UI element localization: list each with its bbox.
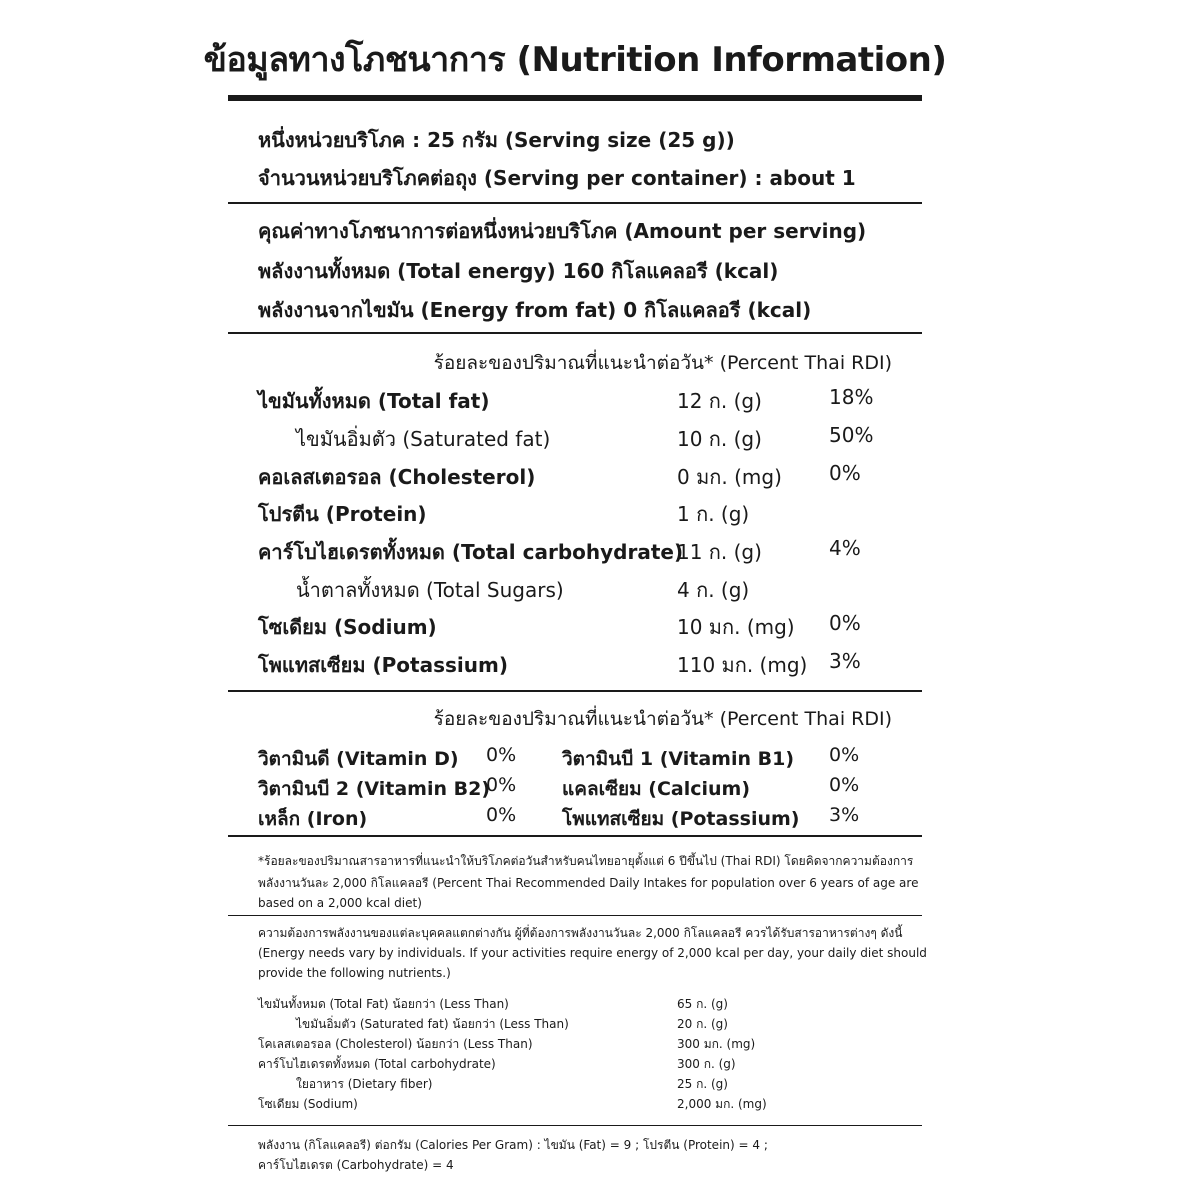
vitamin-name: เหล็ก (Iron)	[258, 808, 368, 830]
nutrient-name: คอเลสเตอรอล (Cholesterol)	[258, 465, 536, 489]
limit-name: โซเดียม (Sodium)	[258, 1097, 358, 1111]
limit-qty: 300 ก. (g)	[677, 1057, 736, 1071]
nutrient-qty: 0 มก. (mg)	[677, 465, 782, 489]
limit-name: ใยอาหาร (Dietary fiber)	[296, 1077, 433, 1091]
vitamin-pct: 3%	[829, 804, 860, 826]
divider	[228, 915, 922, 916]
divider	[228, 690, 922, 692]
limit-name: คาร์โบไฮเดรตทั้งหมด (Total carbohydrate)	[258, 1057, 496, 1071]
vitamin-name: วิตามินบี 1 (Vitamin B1)	[562, 748, 795, 770]
divider	[228, 202, 922, 204]
limit-qty: 65 ก. (g)	[677, 997, 728, 1011]
energy-from-fat: พลังงานจากไขมัน (Energy from fat) 0 กิโลแคลอรี (kcal)	[258, 298, 812, 322]
vitamin-pct: 0%	[486, 774, 517, 796]
limit-name: โคเลสเตอรอล (Cholesterol) น้อยกว่า (Less Than)	[258, 1037, 533, 1051]
limit-qty: 25 ก. (g)	[677, 1077, 728, 1091]
vitamin-name: วิตามินบี 2 (Vitamin B2)	[258, 778, 491, 800]
nutrient-qty: 12 ก. (g)	[677, 389, 762, 413]
nutrient-name: คาร์โบไฮเดรตทั้งหมด (Total carbohydrate)	[258, 540, 684, 564]
nutrient-name: ไขมันอิ่มตัว (Saturated fat)	[296, 427, 551, 451]
limit-name: ไขมันทั้งหมด (Total Fat) น้อยกว่า (Less Than)	[258, 997, 509, 1011]
nutrient-name: โปรตีน (Protein)	[258, 502, 427, 526]
nutrient-name: น้ำตาลทั้งหมด (Total Sugars)	[296, 578, 564, 602]
nutrient-pct: 4%	[829, 536, 861, 560]
nutrient-qty: 10 มก. (mg)	[677, 615, 795, 639]
vitamin-name: แคลเซียม (Calcium)	[562, 778, 751, 800]
nutrient-pct: 3%	[829, 649, 861, 673]
divider	[228, 1125, 922, 1126]
limit-qty: 300 มก. (mg)	[677, 1037, 756, 1051]
calories-per-gram-line: พลังงาน (กิโลแคลอรี) ต่อกรัม (Calories Per Gram) : ไขมัน (Fat) = 9 ; โปรตีน (Protein) = 4 ;	[258, 1138, 768, 1152]
divider	[228, 835, 922, 837]
limit-qty: 2,000 มก. (mg)	[677, 1097, 767, 1111]
serving-size: หนึ่งหน่วยบริโภค : 25 กรัม (Serving size (25 g))	[258, 128, 735, 152]
servings-per-container: จำนวนหน่วยบริโภคต่อถุง (Serving per container) : about 1	[258, 166, 856, 190]
total-energy: พลังงานทั้งหมด (Total energy) 160 กิโลแคลอรี (kcal)	[258, 259, 779, 283]
nutrient-name: โพแทสเซียม (Potassium)	[258, 653, 508, 677]
energy-needs-line: provide the following nutrients.)	[258, 966, 451, 980]
vitamin-pct: 0%	[486, 744, 517, 766]
nutrient-pct: 50%	[829, 423, 874, 447]
vitamin-pct: 0%	[829, 744, 860, 766]
rdi-header: ร้อยละของปริมาณที่แนะนำต่อวัน* (Percent Thai RDI)	[433, 352, 892, 374]
energy-needs-line: (Energy needs vary by individuals. If your activities require energy of 2,000 kcal per day, your daily diet should	[258, 946, 927, 960]
nutrient-qty: 11 ก. (g)	[677, 540, 762, 564]
footnote-line: based on a 2,000 kcal diet)	[258, 896, 422, 910]
vitamin-name: วิตามินดี (Vitamin D)	[258, 748, 459, 770]
divider	[228, 95, 922, 101]
nutrient-qty: 4 ก. (g)	[677, 578, 750, 602]
nutrient-qty: 110 มก. (mg)	[677, 653, 808, 677]
nutrient-qty: 10 ก. (g)	[677, 427, 762, 451]
vitamin-pct: 0%	[829, 774, 860, 796]
nutrient-pct: 0%	[829, 461, 861, 485]
nutrient-name: ไขมันทั้งหมด (Total fat)	[258, 389, 490, 413]
page-title: ข้อมูลทางโภชนาการ (Nutrition Information)	[203, 40, 947, 80]
divider	[228, 332, 922, 334]
nutrient-qty: 1 ก. (g)	[677, 502, 750, 526]
footnote-line: *ร้อยละของปริมาณสารอาหารที่แนะนำให้บริโภคต่อวันสำหรับคนไทยอายุตั้งแต่ 6 ปีขึ้นไป (Thai RDI) โดยคิดจากความต้องการ	[258, 854, 914, 868]
nutrient-pct: 0%	[829, 611, 861, 635]
rdi-header: ร้อยละของปริมาณที่แนะนำต่อวัน* (Percent Thai RDI)	[433, 708, 892, 730]
vitamin-pct: 0%	[486, 804, 517, 826]
calories-per-gram-line: คาร์โบไฮเดรต (Carbohydrate) = 4	[258, 1158, 454, 1172]
vitamin-name: โพแทสเซียม (Potassium)	[562, 808, 800, 830]
energy-needs-line: ความต้องการพลังงานของแต่ละบุคคลแตกต่างกัน ผู้ที่ต้องการพลังงานวันละ 2,000 กิโลแคลอรี ควรได้รับสารอาหารต่างๆ ดังนี้	[258, 926, 903, 940]
amount-heading: คุณค่าทางโภชนาการต่อหนึ่งหน่วยบริโภค (Amount per serving)	[258, 219, 867, 243]
nutrient-pct: 18%	[829, 385, 874, 409]
limit-qty: 20 ก. (g)	[677, 1017, 728, 1031]
limit-name: ไขมันอิ่มตัว (Saturated fat) น้อยกว่า (Less Than)	[296, 1017, 569, 1031]
nutrient-name: โซเดียม (Sodium)	[258, 615, 437, 639]
footnote-line: พลังงานวันละ 2,000 กิโลแคลอรี (Percent Thai Recommended Daily Intakes for population over 6 years of age are	[258, 876, 919, 890]
